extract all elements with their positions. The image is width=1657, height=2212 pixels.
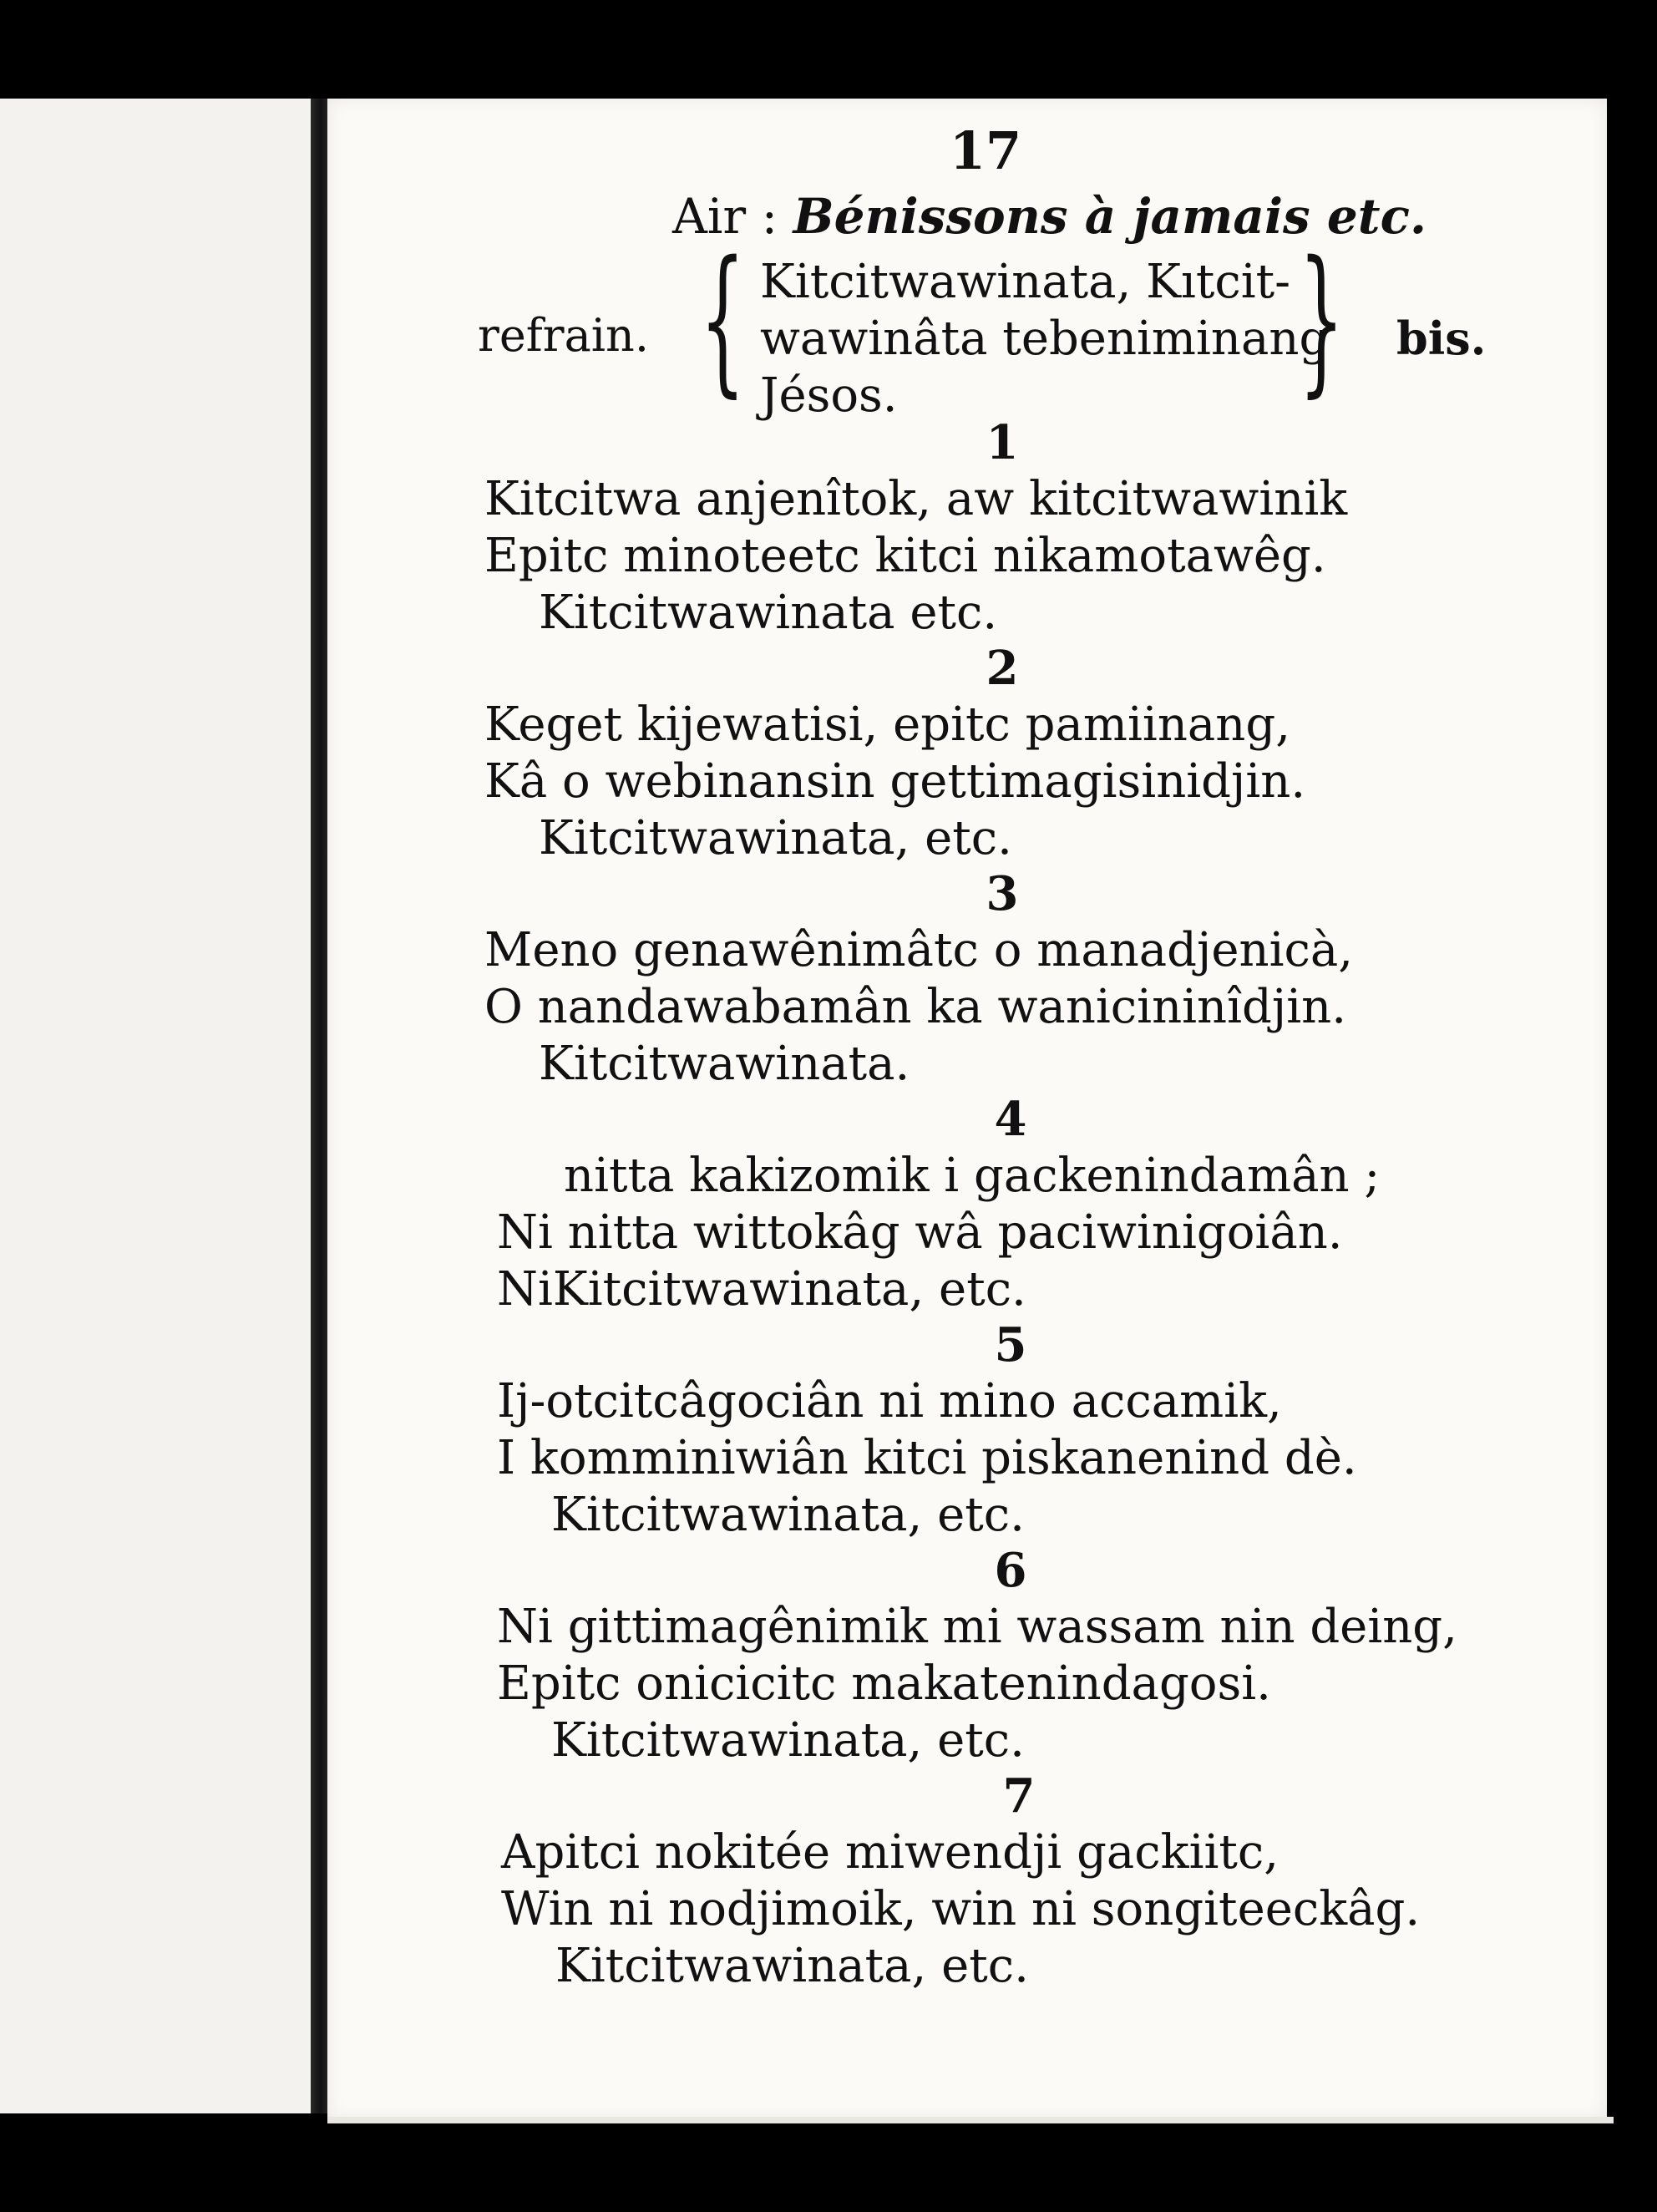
refrain-bis: bis. (1396, 312, 1487, 365)
facing-page (0, 99, 311, 2113)
verse-3-number: 3 (986, 866, 1019, 921)
verse-4-refrain: NiKitcitwawinata, etc. (497, 1262, 1026, 1317)
verse-2-line-1: Keget kijewatisi, epitc pamiinang, (484, 698, 1290, 752)
verse-1-refrain: Kitcitwawinata etc. (539, 586, 998, 640)
verse-6-refrain: Kitcitwawinata, etc. (551, 1713, 1025, 1768)
verse-1-line-1: Kitcitwa anjenîtok, aw kitcitwawinik (484, 472, 1348, 526)
air-title: Bénissons à jamais etc. (793, 188, 1427, 245)
air-prefix: Air : (672, 188, 778, 245)
refrain-line-3: Jésos. (760, 368, 898, 423)
verse-7-refrain: Kitcitwawinata, etc. (555, 1939, 1029, 1993)
verse-7-number: 7 (1002, 1768, 1036, 1824)
right-brace: } (1299, 227, 1345, 412)
verse-5-line-2: I komminiwiân kitci piskanenind dè. (497, 1431, 1357, 1485)
verse-4-number: 4 (994, 1092, 1027, 1147)
page-edge (327, 2117, 1614, 2123)
verse-1-line-2: Epitc minoteetc kitci nikamotawêg. (484, 529, 1326, 583)
verse-4-line-2: Ni nitta wittokâg wâ paciwinigoiân. (497, 1205, 1343, 1260)
verse-6-line-2: Epitc onicicitc makatenindagosi. (497, 1656, 1271, 1711)
left-brace: { (700, 227, 746, 412)
verse-5-refrain: Kitcitwawinata, etc. (551, 1488, 1025, 1542)
verse-3-refrain: Kitcitwawinata. (539, 1037, 910, 1091)
verse-2-line-2: Kâ o webinansin gettimagisinidjin. (484, 754, 1306, 809)
verse-7-line-2: Win ni nodjimoik, win ni songiteeckâg. (501, 1882, 1421, 1936)
verse-7-line-1: Apitci nokitée miwendji gackiitc, (501, 1825, 1279, 1880)
page (327, 99, 1607, 2120)
verse-3-line-2: O nandawabamân ka wanicininîdjin. (484, 980, 1347, 1034)
verse-5-number: 5 (994, 1317, 1027, 1372)
verse-6-number: 6 (994, 1543, 1027, 1598)
verse-5-line-1: Ij-otcitcâgociân ni mino accamik, (497, 1374, 1282, 1428)
verse-4-line-1: nitta kakizomik i gackenindamân ; (564, 1149, 1381, 1203)
verse-6-line-1: Ni gittimagênimik mi wassam nin deing, (497, 1600, 1457, 1654)
page-number: 17 (949, 120, 1022, 181)
refrain-line-2: wawinâta tebeniminang (760, 312, 1330, 366)
verse-3-line-1: Meno genawênimâtc o manadjenicà, (484, 923, 1354, 977)
verse-1-number: 1 (986, 415, 1019, 470)
refrain-line-1: Kitcitwawinata, Kıtcit- (760, 255, 1291, 309)
verse-2-refrain: Kitcitwawinata, etc. (539, 811, 1012, 865)
refrain-label: refrain. (478, 309, 649, 362)
verse-2-number: 2 (986, 641, 1019, 696)
